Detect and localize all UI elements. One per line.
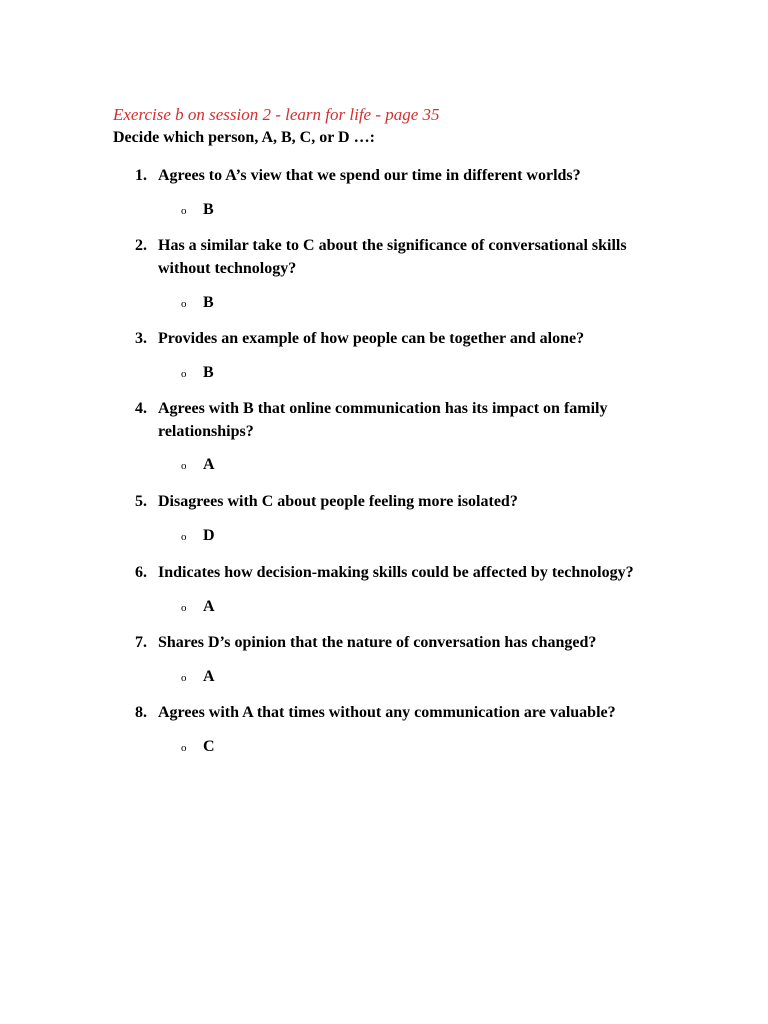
question-number: 3. xyxy=(135,330,147,347)
answer-letter: A xyxy=(203,598,215,615)
question-number: 4. xyxy=(135,400,147,417)
hollow-bullet-icon: o xyxy=(181,672,187,684)
question-number: 7. xyxy=(135,634,147,651)
question-number: 1. xyxy=(135,167,147,184)
question-text: Agrees with A that times without any communication are valuable? xyxy=(158,704,616,721)
answer-letter: A xyxy=(203,668,215,685)
instruction-text: Decide which person, A, B, C, or D …: xyxy=(113,129,375,146)
hollow-bullet-icon: o xyxy=(181,298,187,310)
question-number: 2. xyxy=(135,237,147,254)
hollow-bullet-icon: o xyxy=(181,460,187,472)
answer-letter: C xyxy=(203,738,215,755)
question-text: Disagrees with C about people feeling more isolated? xyxy=(158,493,518,510)
exercise-title: Exercise b on session 2 - learn for life - page 35 xyxy=(113,105,440,124)
question-text: Agrees to A’s view that we spend our time in different worlds? xyxy=(158,167,581,184)
answer-letter: B xyxy=(203,294,214,311)
hollow-bullet-icon: o xyxy=(181,531,187,543)
question-text: Agrees with B that online communication has its impact on family relationships? xyxy=(158,400,608,440)
question-text: Has a similar take to C about the significance of conversational skills without technology? xyxy=(158,237,627,277)
question-text: Indicates how decision-making skills could be affected by technology? xyxy=(158,564,634,581)
hollow-bullet-icon: o xyxy=(181,602,187,614)
question-number: 5. xyxy=(135,493,147,510)
question-number: 6. xyxy=(135,564,147,581)
question-text: Provides an example of how people can be together and alone? xyxy=(158,330,585,347)
answer-letter: A xyxy=(203,456,215,473)
hollow-bullet-icon: o xyxy=(181,205,187,217)
hollow-bullet-icon: o xyxy=(181,368,187,380)
answer-letter: B xyxy=(203,201,214,218)
question-number: 8. xyxy=(135,704,147,721)
answer-letter: B xyxy=(203,364,214,381)
hollow-bullet-icon: o xyxy=(181,742,187,754)
question-text: Shares D’s opinion that the nature of conversation has changed? xyxy=(158,634,597,651)
answer-letter: D xyxy=(203,527,215,544)
